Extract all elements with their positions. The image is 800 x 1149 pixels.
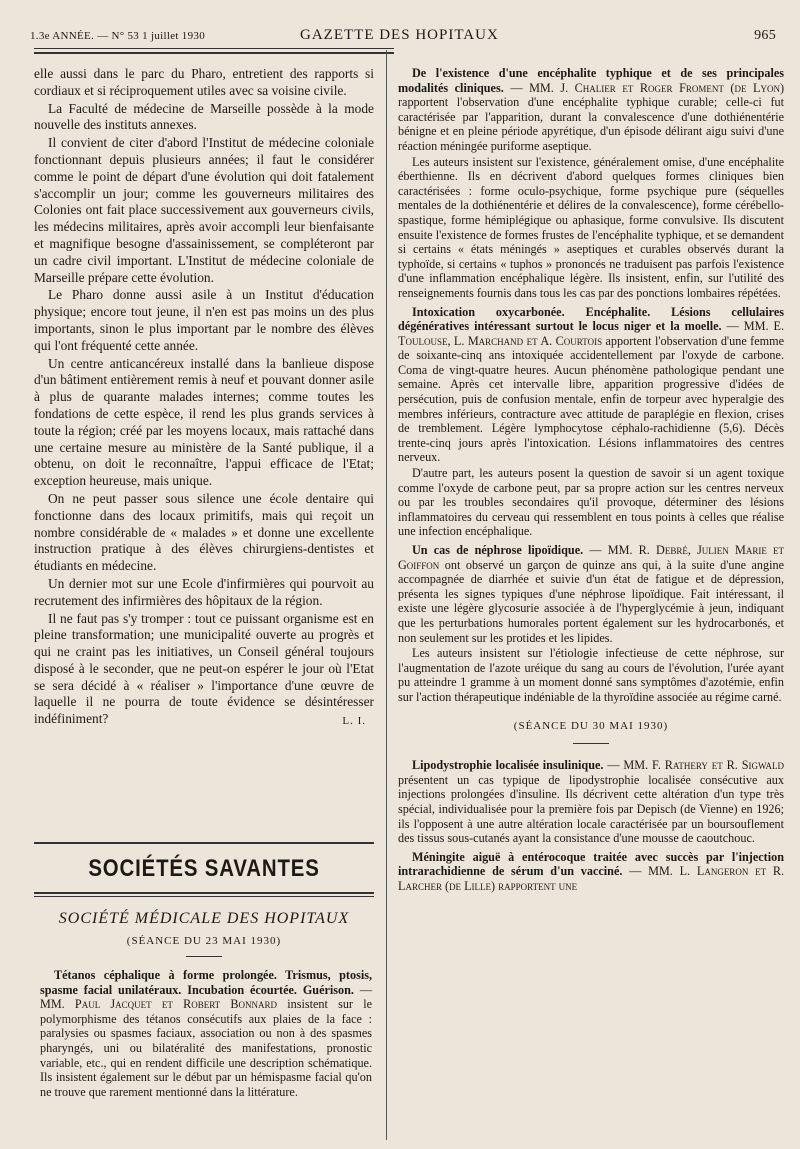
article-authors: — MM. Paul Jacquet et Robert Bonnard <box>40 982 372 1012</box>
page-number: 965 <box>754 28 776 43</box>
article-heading: De l'existence d'une encéphalite typhique et de ses principales modalités cliniques. <box>398 66 784 95</box>
paragraph: Les auteurs insistent sur l'existence, généralement omise, d'une encéphalite éberthienne. Ils en décrivent d'abord quelques formes cliniques bien caractérisées : forme oculo-psychique, forme psychique pure (séquelles mentales de la dothiénentérie et délires de la convalescence), forme cérébello-spastique, forme hémiplégique ou aphasique, forme convulsive. Ils discutent ensuite l'existence de formes frustes de l'encéphalite typhique, et se demandent si certains « états méningés » aseptiques et curables observés durant la typhoïde, si certains « tuphos » prononcés ne traduisent pas parfois l'existence d'une inflammation encéphalique légère. Ils insistent, enfin, sur l'utilité des renseignements fournis dans tous les cas par des ponctions lombaires répétées. <box>398 154 784 300</box>
article-text: insistent sur le polymorphisme des tétanos consécutifs aux plaies de la face : paralysies ou spasmes faciaux, association ou non à des spasmes pharyngés, uni ou bilatéralité des manifestations, pronostic variable, etc., qui en rendent difficile une description schématique. Ils insistent également sur le début par un hémispasme facial qu'on ne trouve que rarement mentionné dans la littérature. <box>40 997 372 1099</box>
page-header <box>30 26 782 48</box>
left-bottom-article <box>40 968 372 1099</box>
article-text: ont observé un garçon de quinze ans qui, à la suite d'une angine accompagnée de diarrhée et suivie d'un état de fatigue et de dépression, présenta les signes typiques d'une néphrose lipoïdique. Fait intéressant, il existe une légère glycosurie associée à de l'hyperglycémie à jeun, indiquant que les perturbations humorales portent également sur les hydrocarbonés, et non seulement sur les protides et les lipides. <box>398 557 784 645</box>
paragraph: La Faculté de médecine de Marseille possède à la mode nouvelle des instituts annexes. <box>34 100 374 133</box>
seance-date: (SÉANCE DU 23 MAI 1930) <box>126 935 282 947</box>
article-heading: Tétanos céphalique à forme prolongée. Trismus, ptosis, spasme facial unilatéraux. Incubation écourtée. Guérison. <box>40 968 372 997</box>
article-authors: — MM. F. Rathery et R. Sigwald <box>607 758 784 773</box>
paragraph: elle aussi dans le parc du Pharo, entretient des rapports si cordiaux et si réciproquement utiles avec sa voisine civile. <box>34 66 374 98</box>
paragraph: Un centre anticancéreux installé dans la banlieue dispose d'un bâtiment entièrement remis à neuf et pouvant donner asile à plus de quarante malades internes; comme toutes les fondations de cette espèce, il rend les plus grands services à toute la région; créé par les moyens locaux, mais rattaché dans une certaine mesure au ministère de la Santé publique, il a obtenu, on doit le reconnaître, l'appui efficace de l'Etat; exception heureuse, mais unique. <box>34 355 374 489</box>
section-rule <box>34 892 374 894</box>
article-authors: — MM. R. Debré, Julien Marie et Goiffon <box>398 543 785 572</box>
right-column <box>398 66 784 894</box>
paragraph: Le Pharo donne aussi asile à un Institut d'éducation physique; encore tout jeune, il n'en est pas moins un des plus importants, sinon le plus important par le nombre des élèves qui l'ont fréquenté cette année. <box>34 287 374 353</box>
column-divider <box>386 50 387 1140</box>
article-authors: — MM. J. Chalier et Roger Froment (de Lyon) <box>510 80 785 95</box>
article-heading: Méningite aiguë à entérocoque traitée avec succès par l'injection intrarachidienne de sérum d'un vacciné. <box>398 849 784 879</box>
paragraph: Un dernier mot sur une Ecole d'infirmières qui pourvoit au recrutement des infirmières des hôpitaux de la région. <box>34 575 374 608</box>
paragraph: On ne peut passer sous silence une école dentaire qui fonctionne dans des locaux primitifs, mais qui reçoit un nombre considérable de « malades » et donne une excellente instruction pratique à des élèves chirurgiens-dentistes et étudiants en médecine. <box>34 490 374 574</box>
article-text: présentent un cas typique de lipodystrophie localisée consécutive aux injections prolongées d'insuline. Ils décrivent cette altération d'un type très spécial, individualisée pour la première fois par Depisch (de Vienne) en 1926; ils l'opposent à une autre altération locale caractérisée par un boursouflement des tissus sous-cutanés ayant la consistance d'une mousse de caoutchouc. <box>398 772 784 846</box>
author-signature: L. I. <box>342 715 366 728</box>
section-rule-thin <box>34 896 374 897</box>
article-authors: — MM. E. Toulouse, L. Marchand et A. Courtois <box>398 319 785 348</box>
article-text: rapportent l'observation d'une encéphalite typhique curable; celle-ci fut caractérisée par l'apparition, durant la convalescence d'une dothiénentérie bénigne et en pleine période apyrétique, d'un épisode délirant aigu suivi d'une réaction méningée puriforme aseptique. <box>398 95 784 153</box>
left-column <box>34 66 374 730</box>
issue-info: 1.3e ANNÉE. — N° 53 1 juillet 1930 <box>30 30 206 42</box>
short-rule <box>573 743 609 744</box>
short-rule <box>186 956 222 957</box>
header-rule <box>34 48 394 49</box>
journal-title: GAZETTE DES HOPITAUX <box>300 27 499 43</box>
article-text: apportent l'observation d'une femme de soixante-cinq ans intoxiquée accidentellement par l'oxyde de carbone. Coma de vingt-quatre heures. Aucun phénomène pathologique pendant une semaine. Après cet intervalle libre, apparition progressive d'idées de persécution, puis de confusion mentale, enfin de torpeur avec hyperalgie des membres inférieurs, contracture avec attitude de paraplégie en flexion, crises de tremblement. Légère lymphocytose céphalo-rachidienne (5,6). Décès trente-cinq jours après l'intoxication. Lésions inflammatoires des centres nerveux. <box>398 333 784 465</box>
section-title: SOCIÉTÉS SAVANTES <box>88 855 320 882</box>
paragraph: Il ne faut pas s'y tromper : tout ce puissant organisme est en pleine transformation; une municipalité ouverte au progrès et qui ne craint pas les initiatives, un Conseil général toujours disposé à le seconder, que ne peut-on espérer le jour où l'Etat se sera décidé à « réaliser » l'importance d'une œuvre de laquelle il ne pourra de toute évidence se désintéresser indéfiniment? <box>34 610 374 727</box>
seance-date: (SÉANCE DU 30 MAI 1930) <box>513 719 669 732</box>
header-rule-thick <box>34 52 394 54</box>
paragraph: D'autre part, les auteurs posent la question de savoir si un agent toxique comme l'oxyde de carbone peut, par sa propre action sur les centres nerveux ou par les troubles secondaires qu'il provoque, déterminer des lésions inflammatoires du cerveau qui ressemblent en tous points à celles que réalise une infection encéphalique. <box>398 466 784 539</box>
article-heading: Lipodystrophie localisée insulinique. <box>412 758 604 773</box>
article-authors: — MM. L. Langeron et R. Larcher (de Lille) rapportent une <box>398 864 785 893</box>
paragraph: Les auteurs insistent sur l'étiologie infectieuse de cette néphrose, sur l'augmentation de l'azote uréique du sang au cours de l'évolution, l'urée ayant pu atteindre 1 gramme à un moment donné sans symptômes d'azotémie, enfin sur l'action thérapeutique indéniable de la thyroïdine associée au régime carné. <box>398 646 784 704</box>
section-rule <box>34 842 374 844</box>
article-heading: Un cas de néphrose lipoïdique. <box>412 543 584 557</box>
article-heading: Intoxication oxycarbonée. Encéphalite. Lésions cellulaires dégénératives intéressant surtout le locus niger et la moelle. <box>398 304 784 334</box>
society-name: SOCIÉTÉ MÉDICALE DES HOPITAUX <box>58 910 350 927</box>
paragraph: Il convient de citer d'abord l'Institut de médecine coloniale fonctionnant depuis plusieurs années; il faut le considérer comme le point de départ d'une évolution qui doit fatalement s'accomplir un jour; comme les gouverneurs militaires des Colonies ont fait place successivement aux gouverneurs civils, les médecins militaires, après avoir accompli leur bienfaisante et magnifique besogne d'assainissement, se compléteront par un cadre civil important. L'Institut de médecine coloniale de Marseille prépare cette évolution. <box>34 135 374 285</box>
